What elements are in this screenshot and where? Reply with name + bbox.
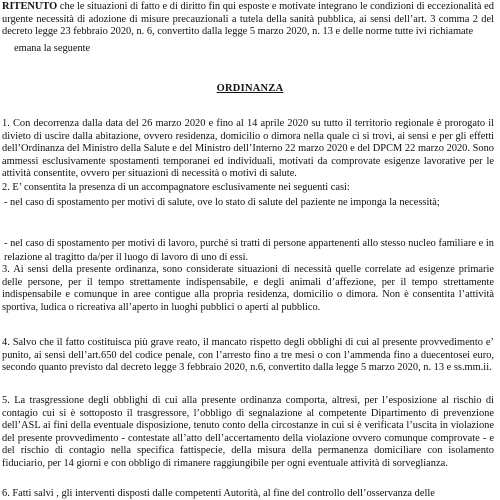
- intro-text: che le situazioni di fatto e di diritto fin qui esposte e motivate integrano le condizioni di eccezionalità ed urgente necessità di adozione di misure precauzionali a tutela della sanità pubblica, ai sensi dell’art. 3 comma 2 del decreto legge 23 febbraio 2020, n. 6, convertito dalla legge 5 marzo 2020, n. 13 e delle norme tutte ivi richiamate: [2, 1, 494, 38]
- paragraph-3: 3. Ai sensi della presente ordinanza, sono considerate situazioni di necessità quelle correlate ad esigenze primarie delle persone, per il tempo strettamente indispensabile, e degli animali d’affezione, per il tempo strettamente indispensabile e comunque in aree contigue alla propria residenza, domicilio o dimora. Non è consentita l’attività sportiva, ludica o ricreativa all’aperto in luoghi pubblici o aperti al pubblico.: [2, 264, 494, 313]
- emana-line: emana la seguente: [14, 43, 91, 54]
- sub-item-health: - nel caso di spostamento per motivi di salute, ove lo stato di salute del paziente ne imponga la necessità;: [4, 197, 440, 208]
- paragraph-4: 4. Salvo che il fatto costituisca più grave reato, il mancato rispetto degli obblighi di cui al presente provvedimento e’ punito, ai sensi dell’art.650 del codice penale, con l’arresto fino a tre mesi o con l’ammenda fino a duecentosei euro, secondo quanto previsto dal decreto legge 3 febbraio 2020, n.6, convertito dalla legge 5 marzo 2020, n. 13 e ss.mm.ii.: [2, 337, 494, 374]
- paragraph-5: 5. La trasgressione degli obblighi di cui alla presente ordinanza comporta, altresì, per l’esposizione al rischio di contagio cui si è sottoposto il trasgressore, l’obbligo di segnalazione al competente Dipartimento di prevenzione dell’ASL ai fini della eventuale disposizione, tenuto conto della circostanze in cui si è verificata l’uscita in violazione del presente provvedimento - contestate all’atto dell’accertamento della violazione ovvero comunque comprovate - e del rischio di contagio nella specifica fattispecie, della misura della permanenza domiciliare con isolamento fiduciario, per 14 giorni e con obbligo di rimanere raggiungibile per ogni eventuale attività di sorveglianza.: [2, 395, 494, 469]
- intro-keyword: RITENUTO: [2, 1, 58, 12]
- document-title: ORDINANZA: [216, 83, 284, 94]
- paragraph-1: 1. Con decorrenza dalla data del 26 marzo 2020 e fino al 14 aprile 2020 su tutto il territorio regionale è prorogato il divieto di uscire dalla abitazione, ovvero residenza, domicilio o dimora nella quale ci si trovi, ai sensi e per gli effetti dell’Ordinanza del Ministro della Salute e del Ministro dell’Interno 22 marzo 2020 e del DPCM 22 marzo 2020. Sono ammessi esclusivamente spostamenti temporanei ed individuali, motivati da comprovate esigenze lavorative per le attività consentite, ovvero per situazioni di necessità o motivi di salute.: [2, 118, 494, 180]
- paragraph-2: 2. E’ consentita la presenza di un accompagnatore esclusivamente nei seguenti casi:: [2, 182, 350, 193]
- paragraph-6: 6. Fatti salvi , gli interventi disposti dalle competenti Autorità, al fine del controllo dell’osservanza delle: [2, 488, 435, 499]
- sub-item-work: - nel caso di spostamento per motivi di lavoro, purché si tratti di persone appartenenti allo stesso nucleo familiare e in relazione al tragitto da/per il luogo di lavoro di uno di essi.: [4, 238, 494, 263]
- intro-paragraph: [2, 1, 494, 39]
